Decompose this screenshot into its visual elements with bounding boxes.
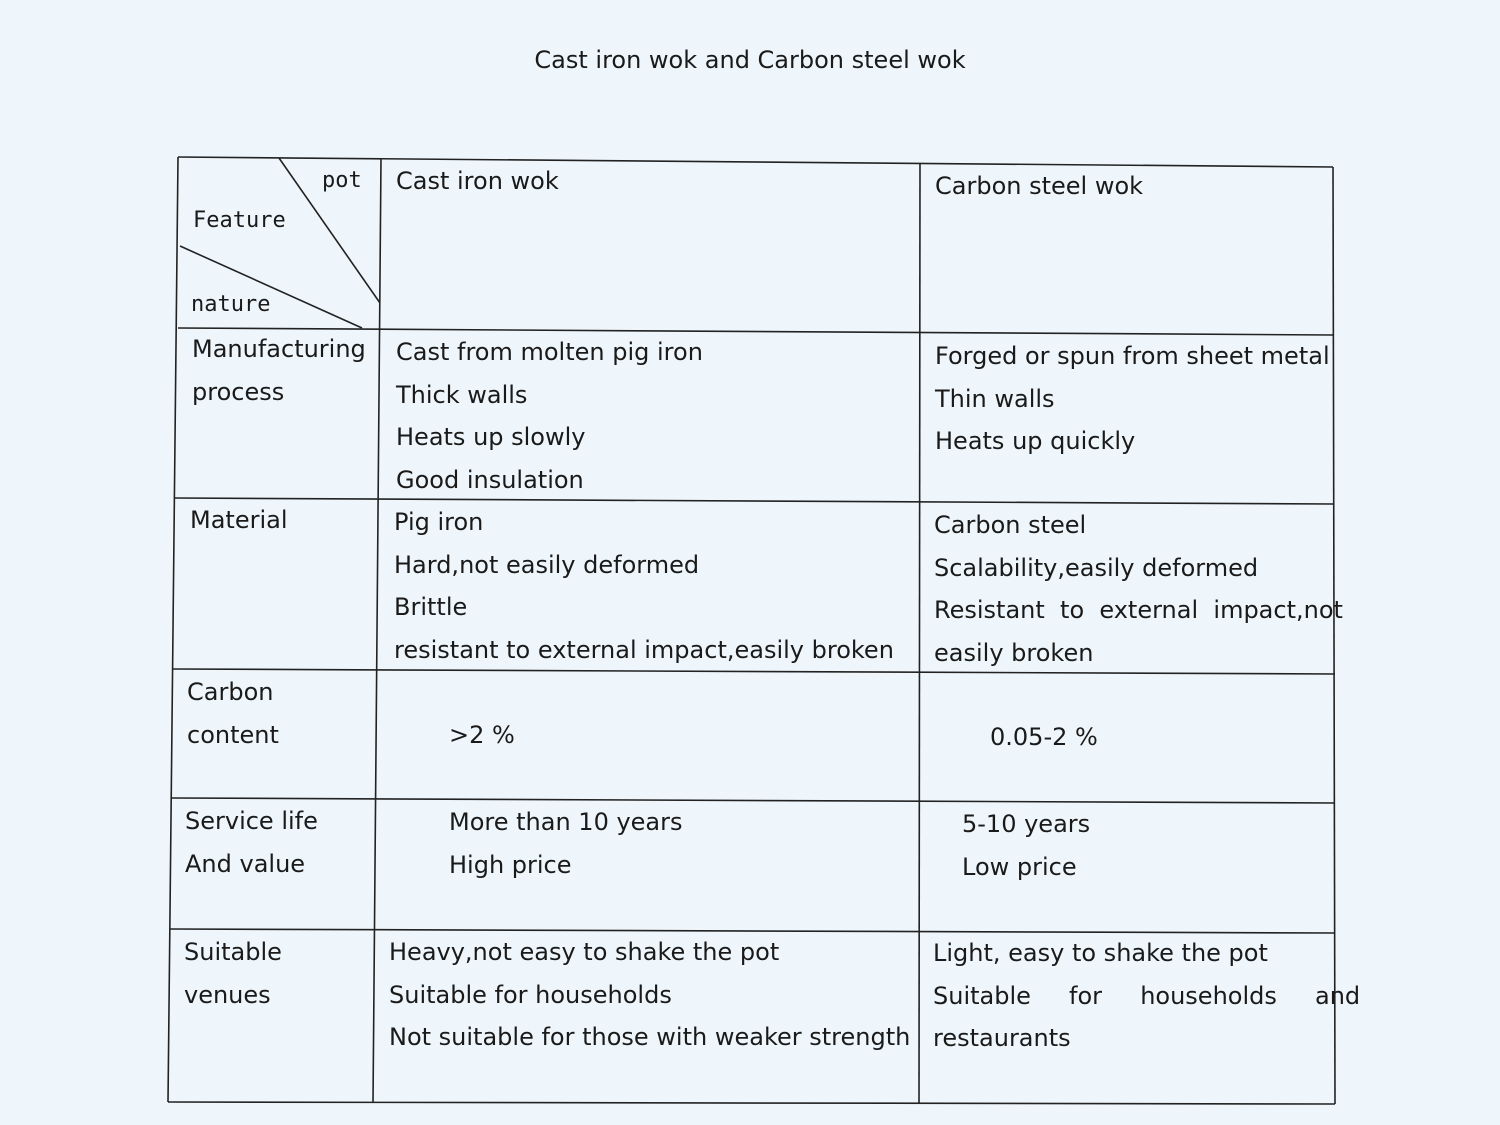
corner-feature-label: Feature bbox=[193, 208, 286, 233]
cell-line: Light, easy to shake the pot bbox=[933, 939, 1268, 967]
cell-carbon-steel-venues bbox=[933, 932, 1360, 1060]
cell-cast-iron-carbon bbox=[449, 714, 515, 757]
cell-line: High price bbox=[449, 850, 572, 879]
cell-line: Hard,not easily deformed bbox=[394, 550, 700, 579]
cell-line: Heats up slowly bbox=[396, 423, 586, 451]
cell-cast-iron-service bbox=[449, 801, 683, 886]
document-title: Cast iron wok and Carbon steel wok bbox=[534, 46, 966, 74]
row-feature-manufacturing bbox=[192, 328, 366, 413]
cell-carbon-steel-service bbox=[962, 803, 1090, 888]
cell-line: Suitable for households bbox=[389, 980, 672, 1009]
corner-pot-label: pot bbox=[322, 168, 362, 193]
cell-line: Cast from molten pig iron bbox=[396, 338, 703, 366]
cell-carbon-steel-manufacturing bbox=[935, 335, 1330, 463]
cell-line: Thin walls bbox=[935, 384, 1055, 413]
feature-line: Service life bbox=[185, 807, 318, 835]
feature-line: And value bbox=[185, 849, 306, 878]
cell-line: restaurants bbox=[933, 1024, 1071, 1052]
cell-line: >2 % bbox=[449, 721, 515, 749]
cell-carbon-steel-carbon bbox=[990, 716, 1098, 759]
cell-line: 5-10 years bbox=[962, 810, 1091, 838]
feature-line: process bbox=[192, 377, 285, 406]
column-header-cast-iron: Cast iron wok bbox=[396, 167, 559, 195]
cell-line: Pig iron bbox=[394, 508, 484, 536]
cell-line: Good insulation bbox=[396, 465, 584, 494]
feature-line: venues bbox=[184, 980, 271, 1009]
cell-cast-iron-venues bbox=[389, 931, 910, 1059]
corner-nature-label: nature bbox=[191, 292, 271, 317]
cell-line: Suitable for households and bbox=[933, 981, 1361, 1010]
cell-line: Brittle bbox=[394, 593, 468, 621]
cell-carbon-steel-material bbox=[934, 504, 1343, 674]
cell-line: Heavy,not easy to shake the pot bbox=[389, 938, 780, 966]
row-feature-carbon-content bbox=[187, 671, 279, 756]
feature-line: Suitable bbox=[184, 938, 282, 966]
feature-line: Manufacturing bbox=[192, 335, 366, 363]
cell-cast-iron-manufacturing bbox=[396, 331, 703, 501]
cell-line: Carbon steel bbox=[934, 511, 1087, 539]
cell-line: easily broken bbox=[934, 638, 1094, 667]
row-feature-material bbox=[190, 499, 288, 542]
cell-line: Not suitable for those with weaker strength bbox=[389, 1023, 911, 1051]
cell-line: Low price bbox=[962, 852, 1077, 881]
cell-line: More than 10 years bbox=[449, 808, 683, 836]
cell-line: Resistant to external impact,not bbox=[934, 596, 1343, 624]
cell-line: Scalability,easily deformed bbox=[934, 553, 1259, 582]
cell-line: Thick walls bbox=[396, 380, 528, 409]
feature-line: Material bbox=[190, 506, 288, 534]
row-feature-suitable-venues bbox=[184, 931, 282, 1016]
column-header-carbon-steel: Carbon steel wok bbox=[935, 172, 1144, 200]
feature-line: Carbon bbox=[187, 678, 274, 706]
cell-line: Heats up quickly bbox=[935, 427, 1136, 455]
cell-line: Forged or spun from sheet metal bbox=[935, 342, 1330, 370]
feature-line: content bbox=[187, 720, 279, 749]
cell-cast-iron-material bbox=[394, 501, 894, 671]
cell-line: resistant to external impact,easily broken bbox=[394, 635, 894, 664]
cell-line: 0.05-2 % bbox=[990, 723, 1098, 751]
row-feature-service-life bbox=[185, 800, 318, 885]
